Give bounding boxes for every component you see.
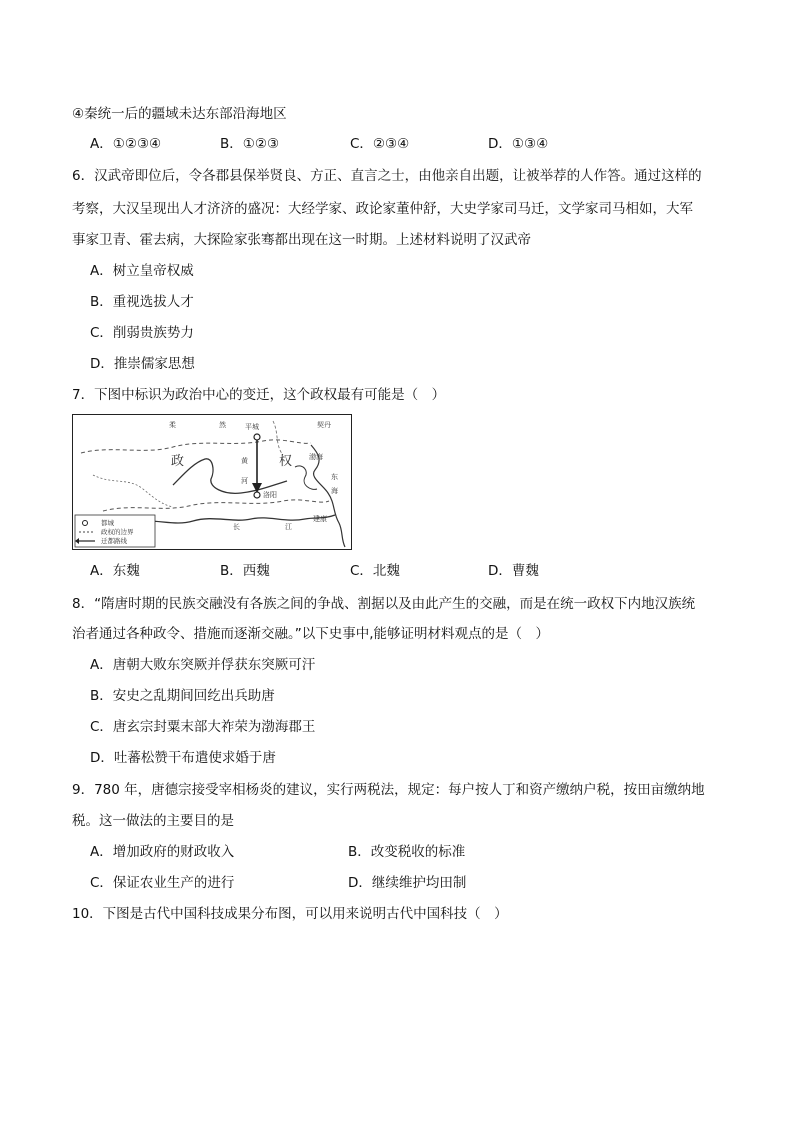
map-capital-pingcheng [254, 434, 260, 440]
map-label-ran: 然 [219, 421, 226, 429]
q7-option-b[interactable]: B．西魏 [220, 563, 270, 579]
q6-option-b[interactable]: B．重视选拔人才 [90, 294, 194, 310]
q7-map [72, 414, 352, 550]
q9-option-c[interactable]: C．保证农业生产的进行 [90, 875, 235, 891]
map-label-quan: 权 [279, 454, 293, 469]
q8-option-d[interactable]: D．吐蕃松赞干布遣使求婚于唐 [90, 750, 276, 766]
map-legend-border: 政权的边界 [101, 528, 134, 536]
map-label-zheng: 政 [171, 454, 185, 469]
q5-option-c[interactable]: C．②③④ [350, 136, 410, 152]
q6-option-d[interactable]: D．推崇儒家思想 [90, 356, 195, 372]
map-label-hai: 海 [331, 487, 338, 495]
q9-stem-line2: 税。这一做法的主要目的是 [72, 813, 234, 829]
q6-option-c[interactable]: C．削弱贵族势力 [90, 325, 194, 341]
map-legend-route: 迁都路线 [101, 537, 127, 545]
map-label-luoyang: 洛阳 [263, 491, 277, 499]
map-label-he: 河 [241, 477, 248, 485]
q5-option-b[interactable]: B．①②③ [220, 136, 280, 152]
q8-option-b[interactable]: B．安史之乱期间回纥出兵助唐 [90, 688, 275, 704]
q7-option-c[interactable]: C．北魏 [350, 563, 400, 579]
map-yangtze-river [133, 515, 335, 523]
map-boundary-east [273, 421, 283, 455]
q5-option-a[interactable]: A．①②③④ [90, 136, 162, 152]
map-boundary-north [81, 440, 311, 453]
q5-option-d[interactable]: D．①③④ [488, 136, 549, 152]
q9-option-d[interactable]: D．继续维护均田制 [348, 875, 467, 891]
q7-option-d[interactable]: D．曹魏 [488, 563, 539, 579]
map-capital-luoyang [254, 492, 260, 498]
q7-map-svg [73, 415, 351, 549]
map-label-qidan: 契丹 [317, 421, 331, 429]
q8-option-a[interactable]: A．唐朝大败东突厥并俘获东突厥可汗 [90, 657, 316, 673]
map-label-chang: 长 [233, 523, 240, 531]
q5-item-4: ④秦统一后的疆域未达东部沿海地区 [72, 106, 287, 122]
q8-stem-line2: 治者通过各种政令、措施而逐渐交融。”以下史事中,能够证明材料观点的是（ ） [72, 626, 550, 642]
map-legend-capital-icon [83, 521, 88, 526]
q6-stem-line2: 考察，大汉呈现出人才济济的盛况：大经学家、政论家董仲舒，大史学家司马迁，文学家司马相如，大军 [72, 201, 693, 217]
map-label-jiang: 江 [285, 523, 292, 531]
q8-stem-line1: 8．“隋唐时期的民族交融没有各族之间的争战、割据以及由此产生的交融，而是在统一政权下内地汉族统 [72, 596, 696, 612]
map-boundary-south [103, 500, 329, 511]
q9-option-b[interactable]: B．改变税收的标准 [348, 844, 466, 860]
map-boundary-west [93, 475, 173, 507]
q6-option-a[interactable]: A．树立皇帝权威 [90, 263, 194, 279]
map-label-pingcheng: 平城 [245, 423, 259, 431]
q9-option-a[interactable]: A．增加政府的财政收入 [90, 844, 235, 860]
map-label-huang: 黄 [241, 457, 248, 465]
q8-option-c[interactable]: C．唐玄宗封粟末部大祚荣为渤海郡王 [90, 719, 316, 735]
map-legend-capital: 都城 [101, 519, 114, 527]
map-label-jiankang: 建康 [313, 515, 327, 523]
q6-stem-line1: 6．汉武帝即位后，令各郡县保举贤良、方正、直言之士，由他亲自出题，让被举荐的人作答。通过这样的 [72, 168, 702, 184]
q7-stem: 7．下图中标识为政治中心的变迁，这个政权最有可能是（ ） [72, 387, 446, 403]
q6-stem-line3: 事家卫青、霍去病，大探险家张骞都出现在这一时期。上述材料说明了汉武帝 [72, 232, 531, 248]
q10-stem: 10．下图是古代中国科技成果分布图，可以用来说明古代中国科技（ ） [72, 906, 508, 922]
map-yellow-river [173, 459, 287, 494]
map-label-rou: 柔 [169, 421, 176, 429]
q7-option-a[interactable]: A．东魏 [90, 563, 140, 579]
map-bohai-coast [295, 466, 317, 489]
map-label-bohai: 渤海 [309, 453, 323, 461]
q9-stem-line1: 9．780 年，唐德宗接受宰相杨炎的建议，实行两税法，规定：每户按人丁和资产缴纳户税，按田亩缴纳地 [72, 782, 705, 798]
map-label-dong: 东 [331, 473, 338, 481]
